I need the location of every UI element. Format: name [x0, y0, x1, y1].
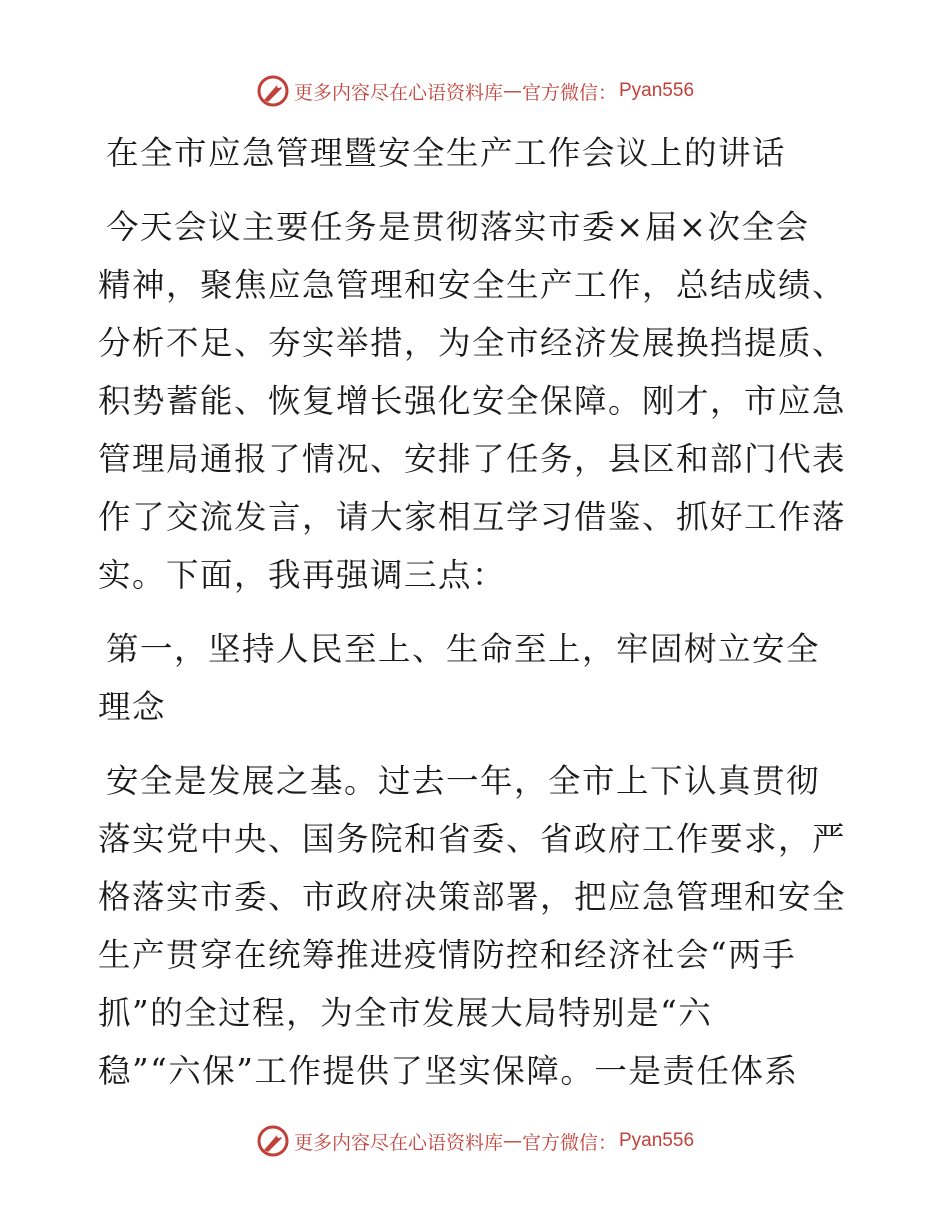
section-heading-1 [98, 620, 858, 736]
document-title: 在全市应急管理暨安全生产工作会议上的讲话 [106, 134, 787, 172]
paragraph-line: 格落实市委、市政府决策部署，把应急管理和安全 [98, 878, 847, 916]
paragraph-line: 实。下面，我再强调三点： [98, 556, 507, 594]
paragraph-line: 抓”的全过程，为全市发展大局特别是“六 [98, 994, 713, 1032]
watermark-separator: — [502, 1130, 522, 1152]
watermark-official-label: 官方微信： [521, 81, 617, 104]
paragraph-line: 安全是发展之基。过去一年，全市上下认真贯彻 [106, 762, 821, 800]
paragraph-safety [98, 752, 858, 1100]
paragraph-line: 稳”“六保”工作提供了坚实保障。一是责任体系 [98, 1052, 799, 1090]
watermark-account: Pyan556 [619, 80, 695, 101]
watermark-separator: — [502, 80, 522, 102]
paragraph-line: 分析不足、夯实举措，为全市经济发展换挡提质、 [98, 324, 847, 362]
watermark-brand: 更多内容尽在心语资料库 [293, 81, 503, 104]
watermark-brand: 更多内容尽在心语资料库 [293, 1131, 503, 1154]
paragraph-line: 积势蓄能、恢复增长强化安全保障。刚才，市应急 [98, 382, 847, 420]
pen-nib-logo-icon [256, 74, 290, 108]
paragraph-line: 今天会议主要任务是贯彻落实市委×届×次全会 [106, 208, 810, 246]
pen-nib-logo-icon [256, 1124, 290, 1158]
paragraph-line: 生产贯穿在统筹推进疫情防控和经济社会“两手 [98, 936, 797, 974]
watermark-header [0, 71, 950, 111]
watermark-account: Pyan556 [619, 1130, 695, 1151]
paragraph-line: 管理局通报了情况、安排了任务，县区和部门代表 [98, 440, 847, 478]
heading-line: 理念 [98, 688, 167, 726]
paragraph-line: 精神，聚焦应急管理和安全生产工作，总结成绩、 [98, 266, 847, 304]
paragraph-intro [98, 198, 858, 604]
document-body [98, 124, 858, 1100]
watermark-footer [0, 1121, 950, 1161]
paragraph-line: 作了交流发言，请大家相互学习借鉴、抓好工作落 [98, 498, 847, 536]
heading-line: 第一，坚持人民至上、生命至上，牢固树立安全 [106, 630, 821, 668]
watermark-official-label: 官方微信： [521, 1131, 617, 1154]
paragraph-line: 落实党中央、国务院和省委、省政府工作要求，严 [98, 820, 847, 858]
